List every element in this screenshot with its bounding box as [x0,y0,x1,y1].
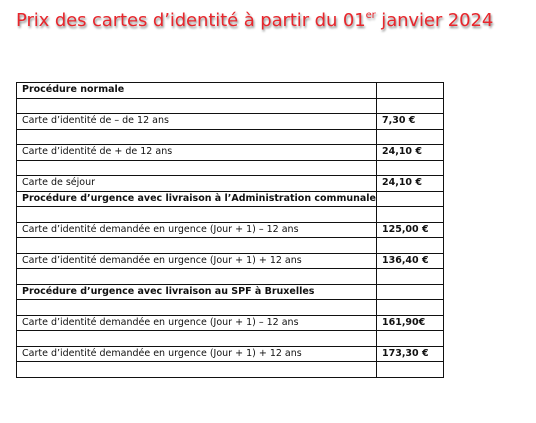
table-row [17,114,444,130]
item-price: 7,30 € [376,114,443,130]
page-title [16,10,493,31]
price-cell [376,284,443,300]
section-heading: Procédure normale [17,83,377,99]
price-table [16,82,444,378]
item-price: 24,10 € [376,145,443,161]
spacer-row [17,207,444,223]
spacer-row [17,160,444,176]
section-heading-row [17,191,444,207]
title-rest: janvier 2024 [375,10,494,31]
item-price: 136,40 € [376,253,443,269]
section-heading: Procédure d’urgence avec livraison au SPF à Bruxelles [17,284,377,300]
spacer-row [17,129,444,145]
table-row [17,346,444,362]
spacer-row [17,362,444,378]
table-row [17,253,444,269]
section-heading: Procédure d’urgence avec livraison à l’Administration communale [17,191,377,207]
spacer-row [17,269,444,285]
section-heading-row [17,83,444,99]
spacer-row [17,98,444,114]
title-main: Prix des cartes d’identité à partir du 01 [16,10,366,31]
item-label: Carte d’identité demandée en urgence (Jour + 1) + 12 ans [17,253,377,269]
item-price: 173,30 € [376,346,443,362]
item-price: 24,10 € [376,176,443,192]
item-price: 161,90€ [376,315,443,331]
table-row [17,176,444,192]
spacer-row [17,238,444,254]
table-row [17,315,444,331]
table-row [17,222,444,238]
item-label: Carte d’identité de + de 12 ans [17,145,377,161]
section-heading-row [17,284,444,300]
item-label: Carte d’identité demandée en urgence (Jour + 1) – 12 ans [17,315,377,331]
spacer-row [17,300,444,316]
item-price: 125,00 € [376,222,443,238]
item-label: Carte de séjour [17,176,377,192]
item-label: Carte d’identité demandée en urgence (Jour + 1) – 12 ans [17,222,377,238]
title-superscript: er [365,10,376,21]
price-cell [376,191,443,207]
item-label: Carte d’identité de – de 12 ans [17,114,377,130]
item-label: Carte d’identité demandée en urgence (Jour + 1) + 12 ans [17,346,377,362]
price-cell [376,83,443,99]
table-row [17,145,444,161]
spacer-row [17,331,444,347]
